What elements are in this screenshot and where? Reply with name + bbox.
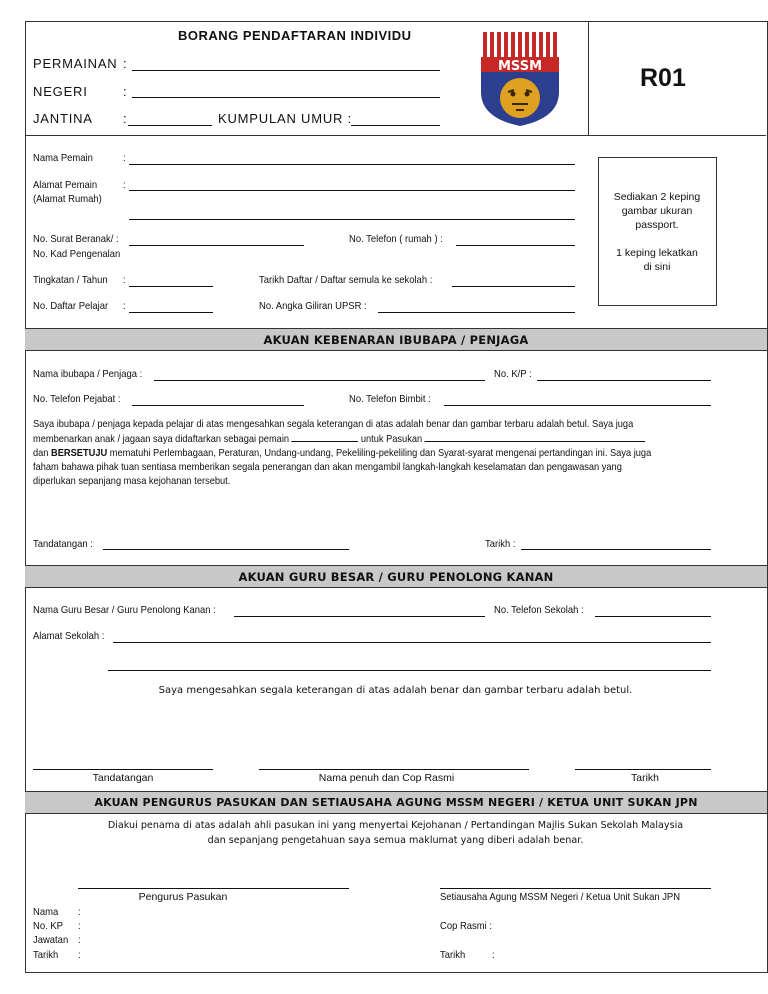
label-guru-tandatangan: Tandatangan — [92, 772, 154, 784]
label-nama-ibubapa: Nama ibubapa / Penjaga : — [33, 368, 143, 380]
tandatangan-ibubapa-field[interactable] — [103, 549, 349, 550]
form-title: BORANG PENDAFTARAN INDIVIDU — [178, 28, 412, 43]
label-cop-rasmi: Cop Rasmi : — [440, 920, 492, 932]
label-tarikh-daftar: Tarikh Daftar / Daftar semula ke sekolah : — [259, 274, 433, 286]
colon: : — [78, 906, 81, 918]
colon: : — [492, 949, 495, 961]
label-daftar-pelajar: No. Daftar Pelajar — [33, 300, 109, 312]
form-code: R01 — [640, 64, 686, 92]
parent-section-heading: AKUAN KEBENARAN IBUBAPA / PENJAGA — [25, 328, 767, 351]
guru-tarikh-field[interactable] — [575, 769, 711, 770]
label-alamat-pemain: Alamat Pemain — [33, 179, 98, 191]
label-angka-giliran: No. Angka Giliran UPSR : — [259, 300, 367, 312]
label-manager-jawatan: Jawatan — [33, 934, 69, 946]
parent-declaration-line: diperlukan sepanjang masa kejohanan tersebut. — [33, 476, 231, 487]
daftar-pelajar-field[interactable] — [129, 312, 213, 313]
guru-nama-cop-field[interactable] — [259, 769, 529, 770]
label-kumpulan-umur: KUMPULAN UMUR : — [218, 111, 353, 126]
header-divider — [588, 21, 589, 135]
label-telefon-bimbit: No. Telefon Bimbit : — [349, 393, 431, 405]
alamat-sekolah-field-2[interactable] — [108, 670, 711, 671]
label-surat-beranak: No. Surat Beranak/ : — [33, 233, 119, 245]
tingkatan-field[interactable] — [129, 286, 213, 287]
angka-giliran-field[interactable] — [378, 312, 575, 313]
label-setiausaha: Setiausaha Agung MSSM Negeri / Ketua Unit Sukan JPN — [440, 891, 681, 903]
label-negeri: NEGERI — [33, 84, 88, 99]
nama-pemain-field[interactable] — [129, 164, 575, 165]
mssm-logo-text: MSSM — [497, 59, 542, 74]
telefon-sekolah-field[interactable] — [595, 616, 711, 617]
photo-instruction-3: passport. — [635, 219, 679, 231]
negeri-field[interactable] — [132, 97, 440, 98]
label-manager-nama: Nama — [33, 906, 59, 918]
jantina-field[interactable] — [128, 125, 212, 126]
label-setiausaha-tarikh: Tarikh — [440, 949, 466, 961]
label-pengurus-pasukan: Pengurus Pasukan — [138, 891, 228, 903]
colon: : — [123, 179, 126, 191]
colon: : — [123, 56, 128, 71]
parent-declaration-line: dan BERSETUJU mematuhi Perlembagaan, Peraturan, Undang-undang, Pekeliling-pekeliling dan Syarat-syarat mengenai pertandingan ini. Saya juga — [33, 448, 652, 459]
parent-declaration — [33, 418, 728, 489]
colon: : — [78, 949, 81, 961]
colon: : — [123, 152, 126, 164]
manager-section-heading: AKUAN PENGURUS PASUKAN DAN SETIAUSAHA AGUNG MSSM NEGERI / KETUA UNIT SUKAN JPN — [25, 791, 767, 814]
label-nama-guru-besar: Nama Guru Besar / Guru Penolong Kanan : — [33, 604, 216, 616]
permainan-field[interactable] — [132, 70, 440, 71]
colon: : — [78, 920, 81, 932]
pemain-blank[interactable] — [292, 432, 359, 442]
manager-statement-2: dan sepanjang pengetahuan saya semua maklumat yang diberi adalah benar. — [207, 835, 584, 846]
headmaster-statement: Saya mengesahkan segala keterangan di atas adalah benar dan gambar terbaru adalah betul. — [158, 685, 633, 696]
label-manager-tarikh: Tarikh — [33, 949, 59, 961]
pasukan-blank[interactable] — [425, 432, 646, 442]
header-bottom-rule — [25, 135, 766, 136]
nama-ibubapa-field[interactable] — [154, 380, 485, 381]
label-telefon-rumah: No. Telefon ( rumah ) : — [349, 233, 443, 245]
label-jantina: JANTINA — [33, 111, 93, 126]
tarikh-daftar-field[interactable] — [452, 286, 575, 287]
kumpulan-umur-field[interactable] — [351, 125, 440, 126]
guru-tandatangan-field[interactable] — [33, 769, 213, 770]
photo-instruction-2: gambar ukuran — [621, 205, 693, 217]
alamat-sekolah-field[interactable] — [113, 642, 711, 643]
kp-field[interactable] — [537, 380, 711, 381]
parent-declaration-line: membenarkan anak / jagaan saya didaftarkan sebagai pemain untuk Pasukan — [33, 432, 659, 447]
label-kp: No. K/P : — [494, 368, 532, 380]
label-tandatangan-ibubapa: Tandatangan : — [33, 538, 93, 550]
nama-guru-besar-field[interactable] — [234, 616, 485, 617]
label-nama-pemain: Nama Pemain — [33, 152, 93, 164]
label-kad-pengenalan: No. Kad Pengenalan — [33, 248, 121, 260]
label-telefon-sekolah: No. Telefon Sekolah : — [494, 604, 584, 616]
photo-instruction-1: Sediakan 2 keping — [613, 191, 701, 203]
parent-declaration-line: Saya ibubapa / penjaga kepada pelajar di atas mengesahkan segala keterangan di atas adalah benar dan gambar terbaru adalah betul. Saya juga — [33, 419, 634, 430]
mssm-logo — [478, 30, 562, 128]
colon: : — [123, 111, 128, 126]
label-manager-no-kp: No. KP — [33, 920, 63, 932]
label-telefon-pejabat: No. Telefon Pejabat : — [33, 393, 121, 405]
label-permainan: PERMAINAN — [33, 56, 118, 71]
parent-declaration-line: faham bahawa pihak tuan sentiasa memberikan segala penerangan dan akan mengambil langkah-langkah keselamatan dan pengawasan yang — [33, 462, 622, 473]
photo-box[interactable] — [598, 157, 717, 306]
label-tingkatan: Tingkatan / Tahun — [33, 274, 108, 286]
photo-instruction-4: 1 keping lekatkan — [616, 247, 698, 259]
setiausaha-signature-field[interactable] — [440, 888, 711, 889]
telefon-bimbit-field[interactable] — [444, 405, 711, 406]
pengurus-signature-field[interactable] — [78, 888, 349, 889]
label-tarikh-ibubapa: Tarikh : — [485, 538, 516, 550]
manager-statement-1: Diakui penama di atas adalah ahli pasukan ini yang menyertai Kejohanan / Pertandingan Majlis Sukan Sekolah Malaysia — [107, 820, 684, 831]
telefon-rumah-field[interactable] — [456, 245, 575, 246]
colon: : — [123, 300, 126, 312]
colon: : — [78, 934, 81, 946]
label-alamat-rumah: (Alamat Rumah) — [33, 193, 102, 205]
alamat-pemain-field-2[interactable] — [129, 219, 575, 220]
surat-beranak-field[interactable] — [129, 245, 304, 246]
photo-instruction-5: di sini — [643, 261, 671, 273]
tarikh-ibubapa-field[interactable] — [521, 549, 711, 550]
label-guru-nama-cop: Nama penuh dan Cop Rasmi — [318, 772, 455, 784]
label-guru-tarikh: Tarikh — [630, 772, 659, 784]
label-alamat-sekolah: Alamat Sekolah : — [33, 630, 105, 642]
telefon-pejabat-field[interactable] — [132, 405, 304, 406]
headmaster-section-heading: AKUAN GURU BESAR / GURU PENOLONG KANAN — [25, 565, 767, 588]
colon: : — [123, 274, 126, 286]
colon: : — [123, 84, 128, 99]
alamat-pemain-field[interactable] — [129, 190, 575, 191]
